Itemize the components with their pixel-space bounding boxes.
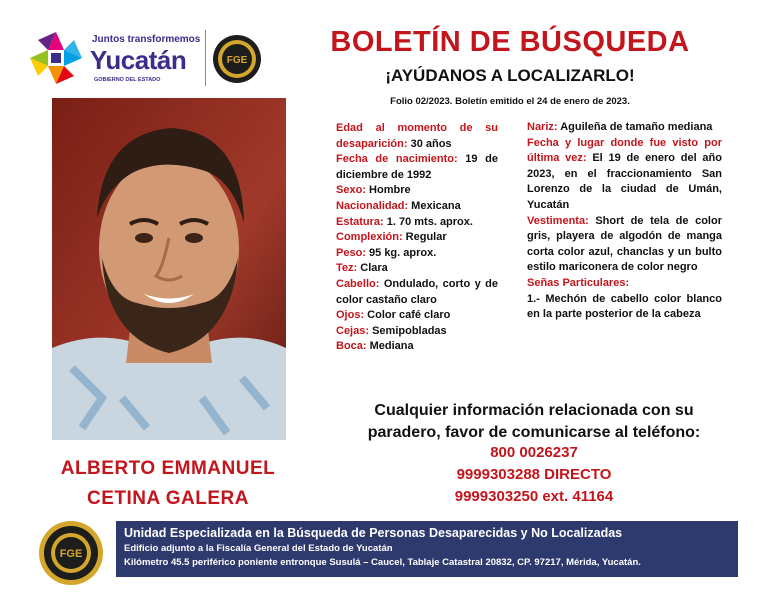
bulletin-title: BOLETÍN DE BÚSQUEDA [330,26,690,58]
detail-mouth: Boca: Mediana [336,340,414,353]
logo-subtitle: GOBIERNO DEL ESTADO [94,77,161,83]
detail-clothing: Vestimenta: Short de tela de color gris, playera de algodón de manga corta color azul, chanclas y un bulto estilo mariconera de color negro [527,214,722,274]
svg-text:FGE: FGE [226,55,248,66]
detail-last-seen: Fecha y lugar donde fue visto por última vez: El 19 de enero del año 2023, en el fraccionamiento San Lorenzo de la ciudad de Umán, Yucatán [527,136,722,211]
detail-nationality: Nacionalidad: Mexicana [336,199,461,212]
person-name-line1: ALBERTO EMMANUEL [60,458,276,479]
bulletin-folio: Folio 02/2023. Boletín emitido el 24 de enero de 2023. [390,96,630,107]
detail-eyes: Ojos: Color café claro [336,309,451,322]
phone-direct[interactable]: 9999303288 DIRECTO [456,466,612,483]
logo-tagline: Juntos transformemos [92,34,201,45]
detail-hair: Cabello: Ondulado, corto y de color castaño claro [336,277,498,306]
detail-sex: Sexo: Hombre [336,184,411,197]
yucatan-logo [28,28,201,88]
fge-seal-icon [212,34,262,84]
contact-message: Cualquier información relacionada con su paradero, favor de comunicarse al teléfono: [367,402,701,441]
detail-weight: Peso: 95 kg. aprox. [336,246,437,259]
footer-unit-name: Unidad Especializada en la Búsqueda de Personas Desaparecidas y No Localizadas [124,526,623,540]
missing-person-photo [52,98,286,440]
logo-divider [205,30,206,86]
detail-birthdate: Fecha de nacimiento: 19 de diciembre de 1992 [336,153,498,181]
detail-height: Estatura: 1. 70 mts. aprox. [336,215,473,228]
fge-seal-footer-icon [38,520,104,586]
detail-marks-item: 1.- Mechón de cabello color blanco en la parte posterior de la cabeza [527,292,722,321]
yucatan-emblem-icon [28,30,84,86]
detail-skin: Tez: Clara [336,262,388,275]
footer-address: Kilómetro 45.5 periférico poniente entronque Susulá – Caucel, Tablaje Catastral 20832, CP. 97217, Mérida, Yucatán. [124,557,641,568]
footer-building: Edificio adjunto a la Fiscalía General del Estado de Yucatán [124,543,393,554]
person-name-line2: CETINA GALERA [86,488,250,509]
footer-banner [116,521,738,577]
logo-name: Yucatán [90,45,187,75]
detail-nose: Nariz: Aguileña de tamaño mediana [527,121,713,133]
detail-build: Complexión: Regular [336,231,447,244]
detail-age: Edad al momento de su desaparición: 30 años [336,122,498,150]
details-left [336,121,498,355]
phone-extension[interactable]: 9999303250 ext. 41164 [454,488,614,505]
bulletin-subtitle: ¡AYÚDANOS A LOCALIZARLO! [385,66,635,85]
phone-tollfree[interactable]: 800 0026237 [490,444,578,461]
details-right [527,120,722,323]
detail-marks-label: Señas Particulares: [527,276,630,289]
svg-text:FGE: FGE [59,548,83,560]
detail-eyebrows: Cejas: Semipobladas [336,324,447,337]
